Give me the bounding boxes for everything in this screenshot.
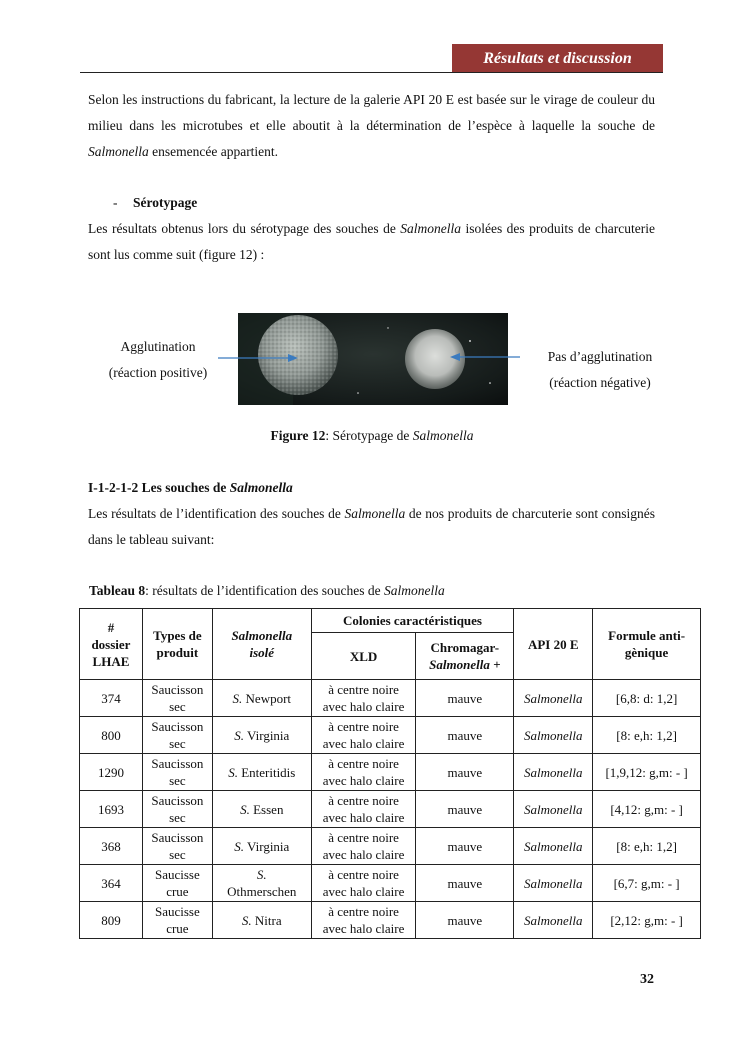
cell-chromagar: mauve [416, 754, 514, 791]
cell-api: Salmonella [514, 717, 593, 754]
header-formule: Formule anti- gènique [593, 609, 701, 680]
cell-api: Salmonella [514, 828, 593, 865]
cell-type: Saucisson sec [142, 828, 212, 865]
figure-caption: Figure 12: Sérotypage de Salmonella [270, 428, 474, 443]
page-number: 32 [640, 972, 654, 987]
cell-type: Saucisson sec [142, 717, 212, 754]
cell-formule: [8: e,h: 1,2] [593, 717, 701, 754]
arrow-positive-icon [216, 351, 300, 365]
cell-api: Salmonella [514, 865, 593, 902]
section-heading: I-1-2-1-2 Les souches de Salmonella [88, 480, 293, 495]
cell-dossier: 1290 [80, 754, 143, 791]
cell-formule: [6,8: d: 1,2] [593, 680, 701, 717]
cell-xld: à centre noire avec halo claire [311, 902, 416, 939]
table-row [80, 828, 701, 865]
cell-formule: [8: e,h: 1,2] [593, 828, 701, 865]
cell-dossier: 368 [80, 828, 143, 865]
intro-paragraph: Selon les instructions du fabricant, la lecture de la galerie API 20 E est basée sur le virage de couleur du milieu dans les microtubes et elle aboutit à la détermination de l’espèce à laquelle la souche de Salmonella ensemencée appartient. [88, 92, 655, 159]
cell-xld: à centre noire avec halo claire [311, 680, 416, 717]
cell-dossier: 374 [80, 680, 143, 717]
cell-chromagar: mauve [416, 902, 514, 939]
cell-dossier: 1693 [80, 791, 143, 828]
cell-formule: [6,7: g,m: - ] [593, 865, 701, 902]
cell-chromagar: mauve [416, 828, 514, 865]
table-row [80, 791, 701, 828]
table-row [80, 680, 701, 717]
cell-type: Saucisse crue [142, 902, 212, 939]
cell-dossier: 364 [80, 865, 143, 902]
header-dossier: # dossier LHAE [80, 609, 143, 680]
header-types: Types de produit [142, 609, 212, 680]
header-rule [80, 72, 663, 73]
table-row [80, 865, 701, 902]
cell-chromagar: mauve [416, 791, 514, 828]
cell-chromagar: mauve [416, 717, 514, 754]
cell-isolate: S. Enteritidis [212, 754, 311, 791]
cell-isolate: S. Essen [212, 791, 311, 828]
table-row [80, 902, 701, 939]
cell-xld: à centre noire avec halo claire [311, 828, 416, 865]
header-xld: XLD [311, 633, 416, 680]
results-table [79, 608, 701, 939]
arrow-negative-icon [448, 350, 522, 364]
cell-formule: [2,12: g,m: - ] [593, 902, 701, 939]
table-caption: Tableau 8: résultats de l’identification des souches de Salmonella [89, 583, 445, 598]
cell-xld: à centre noire avec halo claire [311, 754, 416, 791]
cell-xld: à centre noire avec halo claire [311, 865, 416, 902]
header-api: API 20 E [514, 609, 593, 680]
cell-chromagar: mauve [416, 865, 514, 902]
cell-isolate: S. Nitra [212, 902, 311, 939]
cell-type: Saucisse crue [142, 865, 212, 902]
section-paragraph: Les résultats de l’identification des souches de Salmonella de nos produits de charcuterie sont consignés dans le tableau suivant: [88, 506, 655, 547]
header-colonies: Colonies caractéristiques [311, 609, 514, 633]
table-row [80, 754, 701, 791]
cell-isolate: S. Newport [212, 680, 311, 717]
figure-label-positive: Agglutination (réaction positive) [108, 339, 208, 380]
cell-xld: à centre noire avec halo claire [311, 791, 416, 828]
cell-api: Salmonella [514, 791, 593, 828]
section-header-title: Résultats et discussion [483, 50, 632, 67]
section-header-tag [452, 44, 663, 73]
header-isole: Salmonella isolé [212, 609, 311, 680]
cell-dossier: 809 [80, 902, 143, 939]
cell-type: Saucisson sec [142, 680, 212, 717]
figure-label-negative: Pas d’agglutination (réaction négative) [547, 349, 653, 390]
serotypage-heading: - Sérotypage [113, 195, 198, 210]
cell-api: Salmonella [514, 754, 593, 791]
cell-isolate: S. Virginia [212, 828, 311, 865]
table-row [80, 717, 701, 754]
serotypage-paragraph: Les résultats obtenus lors du sérotypage des souches de Salmonella isolées des produits de charcuterie sont lus comme suit (figure 12) : [88, 221, 655, 262]
cell-type: Saucisson sec [142, 791, 212, 828]
cell-api: Salmonella [514, 902, 593, 939]
cell-xld: à centre noire avec halo claire [311, 717, 416, 754]
cell-api: Salmonella [514, 680, 593, 717]
cell-chromagar: mauve [416, 680, 514, 717]
cell-formule: [1,9,12: g,m: - ] [593, 754, 701, 791]
cell-dossier: 800 [80, 717, 143, 754]
cell-isolate: S. Othmerschen [212, 865, 311, 902]
cell-isolate: S. Virginia [212, 717, 311, 754]
header-chromagar: Chromagar- Salmonella + [416, 633, 514, 680]
cell-formule: [4,12: g,m: - ] [593, 791, 701, 828]
cell-type: Saucisson sec [142, 754, 212, 791]
